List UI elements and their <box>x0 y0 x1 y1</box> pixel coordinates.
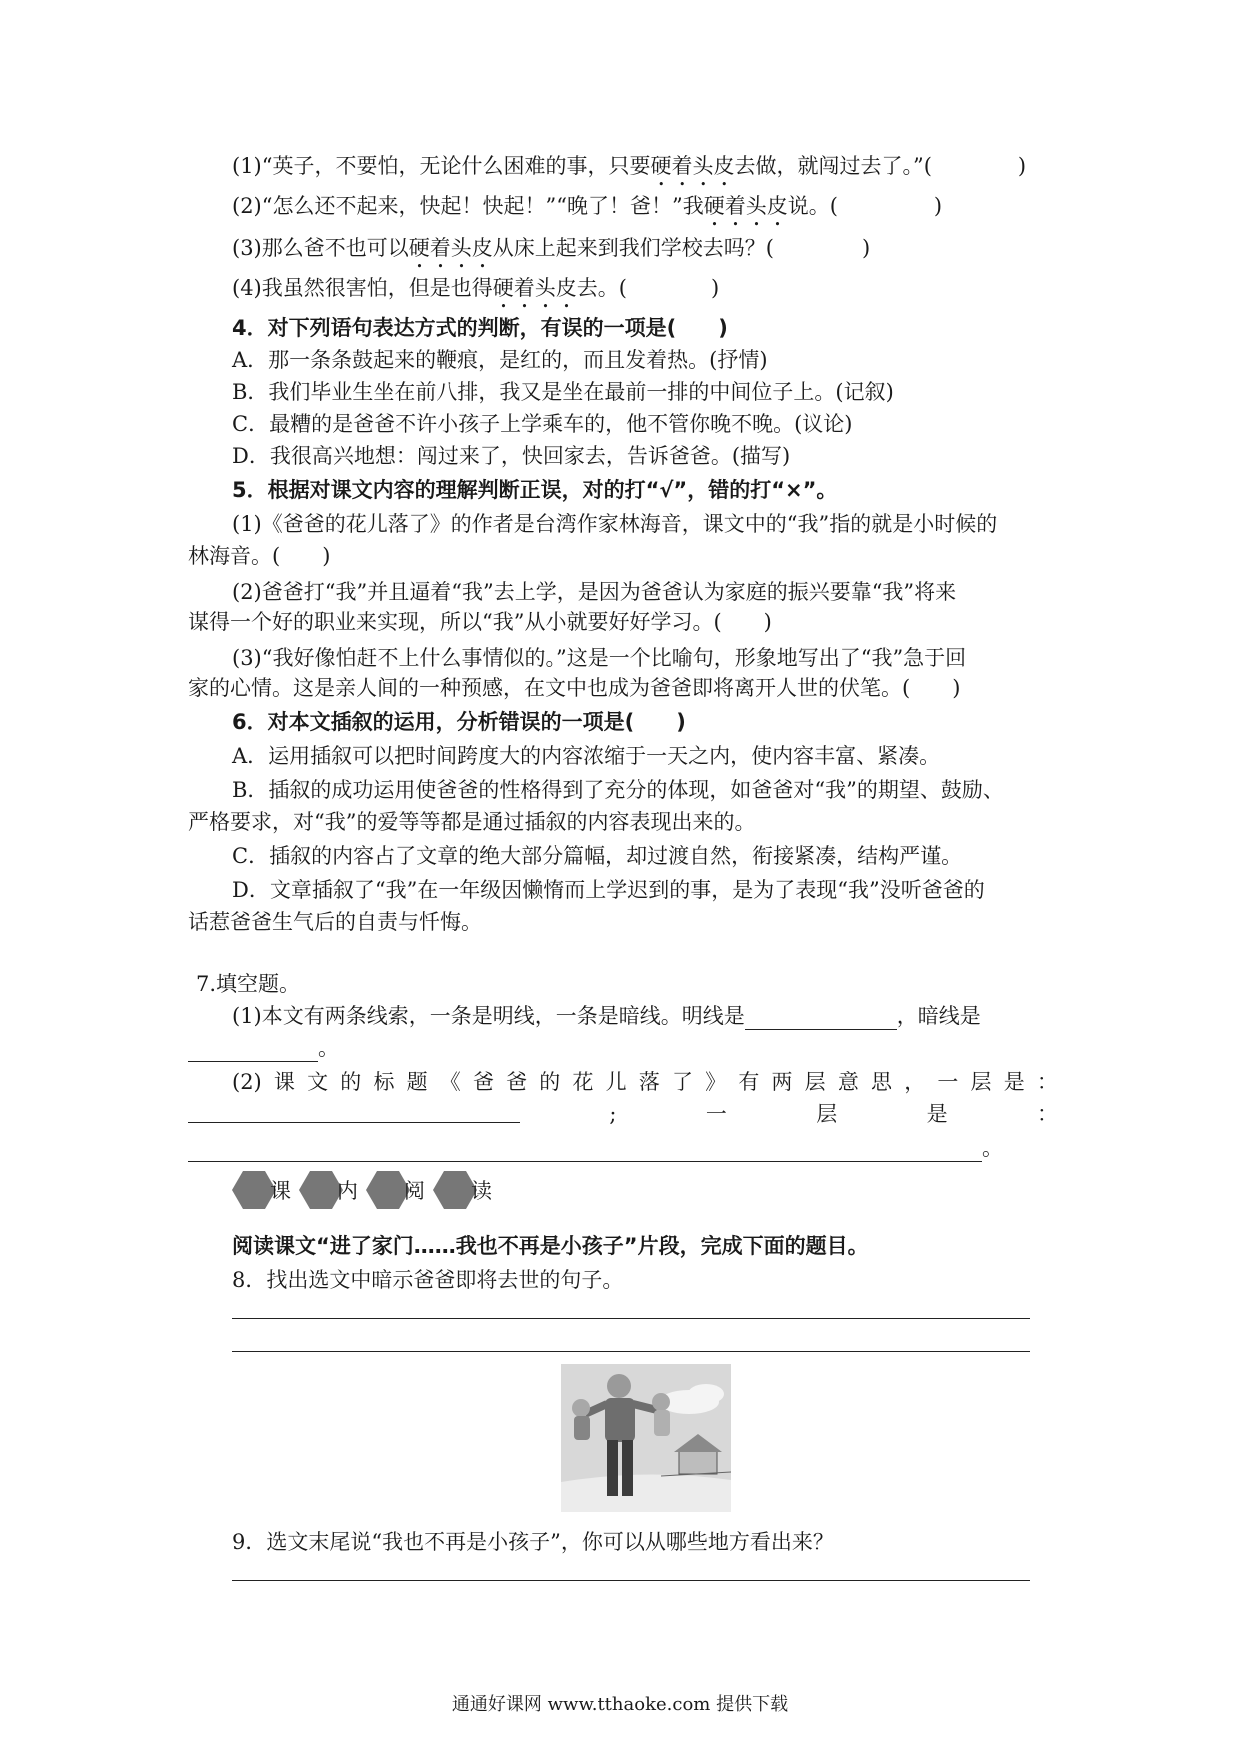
child-body <box>574 1416 590 1440</box>
q7-item-2-char: 了 <box>671 1070 693 1094</box>
q3-item-4 <box>232 274 719 313</box>
q7-blank-meaning-1[interactable] <box>188 1100 520 1123</box>
q4-stem: 4．对下列语句表达方式的判断，有误的一项是( ) <box>232 316 728 340</box>
q7-item-1-line-1 <box>232 1002 981 1030</box>
q7-blank-meaning-2[interactable] <box>188 1139 982 1162</box>
q7-item-2-char: 层 <box>804 1070 826 1094</box>
q5-item-1-line-2: 林海音。( ) <box>188 544 331 568</box>
child-head <box>572 1399 590 1417</box>
q3-item-2-text: (2)“怎么还不起来，快起！快起！”“晚了！爸！”我 <box>232 194 704 218</box>
q7-item-2-char: 落 <box>638 1070 660 1094</box>
q7-item-2-char: 的 <box>340 1070 362 1094</box>
q7-item-1-end: 。 <box>318 1036 339 1060</box>
q7-item-2-char: 题 <box>406 1070 428 1094</box>
q3-item-3-paren: ) <box>861 236 871 260</box>
q7-item-2-char: 标 <box>373 1070 395 1094</box>
q3-item-4-text: (4)我虽然很害怕，但是也得 <box>232 276 493 300</box>
q5-item-3-line-1: (3)“我好像怕赶不上什么事情似的。”这是一个比喻句，形象地写出了“我”急于回 <box>232 646 967 670</box>
q7-item-2-line-2 <box>188 1100 1058 1128</box>
q7-item-2-char: ： <box>1036 1102 1058 1126</box>
q7-item-2-char: ; <box>609 1102 617 1126</box>
q4-option-c: C．最糟的是爸爸不许小孩子上学乘车的，他不管你晚不晚。(议论) <box>232 412 853 436</box>
q9-answer-line[interactable] <box>232 1580 1030 1581</box>
section-char: 阅 <box>404 1179 425 1203</box>
q5-item-2-line-2: 谋得一个好的职业来实现，所以“我”从小就要好好学习。( ) <box>188 610 772 634</box>
q7-item-2-char: 花 <box>572 1070 594 1094</box>
q5-item-3-line-2: 家的心情。这是亲人间的一种预感，在文中也成为爸爸即将离开人世的伏笔。( ) <box>188 676 961 700</box>
q6-stem: 6．对本文插叙的运用，分析错误的一项是( ) <box>232 710 686 734</box>
father-children-illustration <box>561 1364 731 1512</box>
reading-intro: 阅读课文“进了家门……我也不再是小孩子”片段，完成下面的题目。 <box>232 1234 869 1258</box>
q5-stem: 5．根据对课文内容的理解判断正误，对的打“√”，错的打“×”。 <box>232 478 838 502</box>
q8-answer-line-2[interactable] <box>232 1351 1030 1352</box>
father-leg <box>622 1440 633 1496</box>
q7-item-2-char: 是 <box>1003 1070 1025 1094</box>
q3-item-3-text: (3)那么爸不也可以 <box>232 236 409 260</box>
q3-item-4-tail: 去。( <box>576 276 627 300</box>
q8-answer-line-1[interactable] <box>232 1318 1030 1319</box>
q5-item-1-line-1: (1)《爸爸的花儿落了》的作者是台湾作家林海音，课文中的“我”指的就是小时候的 <box>232 512 998 536</box>
q4-option-a: A．那一条条鼓起来的鞭痕，是红的，而且发着热。(抒情) <box>232 348 768 372</box>
q4-option-b: B．我们毕业生坐在前八排，我又是坐在最前一排的中间位子上。(记叙) <box>232 380 894 404</box>
q7-item-1-mid: ，暗线是 <box>896 1004 981 1028</box>
q7-item-2-end: 。 <box>982 1136 1003 1160</box>
q6-option-b-line-1: B．插叙的成功运用使爸爸的性格得到了充分的体现，如爸爸对“我”的期望、鼓励、 <box>232 778 1004 802</box>
q7-blank-open-clue[interactable] <box>745 1007 897 1030</box>
section-char: 课 <box>270 1179 291 1203</box>
q7-item-1-text: (1)本文有两条线索，一条是明线，一条是暗线。明线是 <box>232 1004 745 1028</box>
q7-item-2-char: 一 <box>705 1102 727 1126</box>
q3-item-2-tail: 说。( <box>787 194 838 218</box>
q3-item-2-emphasis: 硬着头皮 <box>703 194 788 218</box>
q7-item-2-char: 有 <box>738 1070 760 1094</box>
q6-option-d-line-2: 话惹爸爸生气后的自责与忏悔。 <box>188 910 482 934</box>
father-body <box>605 1398 635 1442</box>
section-char: 读 <box>471 1179 492 1203</box>
q7-item-2-char: 是 <box>926 1102 948 1126</box>
q5-item-2-line-1: (2)爸爸打“我”并且逼着“我”去上学，是因为爸爸认为家庭的振兴要靠“我”将来 <box>232 580 957 604</box>
q8-stem: 8．找出选文中暗示爸爸即将去世的句子。 <box>232 1268 624 1292</box>
q3-item-3-tail: 从床上起来到我们学校去吗？( <box>492 236 774 260</box>
q7-item-2-line-1 <box>232 1068 1058 1096</box>
q7-item-2-char: (2) <box>232 1070 262 1094</box>
q3-item-1-emphasis: 硬着头皮 <box>650 154 735 178</box>
q7-item-2-line-3 <box>188 1134 1003 1162</box>
q3-item-3-emphasis: 硬着头皮 <box>408 236 493 260</box>
q3-item-2 <box>232 192 942 231</box>
q7-item-2-char: 儿 <box>605 1070 627 1094</box>
cloud-shape <box>688 1384 724 1404</box>
section-char: 内 <box>337 1179 358 1203</box>
q7-item-2-char: 思 <box>871 1070 893 1094</box>
q3-item-4-emphasis: 硬着头皮 <box>492 276 577 300</box>
q7-item-2-char: 两 <box>771 1070 793 1094</box>
footer-source: 通通好课网 www.tthaoke.com 提供下载 <box>451 1694 789 1715</box>
q3-item-1-tail: 去做，就闯过去了。”( <box>734 154 932 178</box>
q7-item-2-char: 文 <box>307 1070 329 1094</box>
q3-item-1 <box>232 152 1062 191</box>
q7-item-2-char: 层 <box>816 1102 838 1126</box>
q6-option-d-line-1: D．文章插叙了“我”在一年级因懒惰而上学迟到的事，是为了表现“我”没听爸爸的 <box>232 878 985 902</box>
q7-item-2-char: 爸 <box>506 1070 528 1094</box>
q3-item-1-text: (1)“英子，不要怕，无论什么困难的事，只要 <box>232 154 651 178</box>
child-body <box>654 1410 670 1436</box>
q3-item-4-paren: ) <box>710 276 720 300</box>
q9-stem: 9．选文末尾说“我也不再是小孩子”，你可以从哪些地方看出来？ <box>232 1530 834 1554</box>
house-shape <box>679 1450 717 1474</box>
q7-item-2-char: 层 <box>970 1070 992 1094</box>
father-head <box>607 1374 631 1398</box>
father-leg <box>607 1440 618 1496</box>
q3-item-1-paren: ) <box>1017 154 1027 178</box>
q3-item-3 <box>232 234 870 273</box>
ground-shape <box>561 1474 731 1512</box>
q4-option-d: D．我很高兴地想：闯过来了，快回家去，告诉爸爸。(描写) <box>232 444 791 468</box>
q6-option-c: C．插叙的内容占了文章的绝大部分篇幅，却过渡自然，衔接紧凑，结构严谨。 <box>232 844 963 868</box>
q7-item-2-char: 《 <box>439 1070 461 1094</box>
q7-blank-hidden-clue[interactable] <box>188 1039 318 1062</box>
q6-option-a: A．运用插叙可以把时间跨度大的内容浓缩于一天之内，使内容丰富、紧凑。 <box>232 744 941 768</box>
q7-item-2-char: ： <box>1036 1070 1058 1094</box>
q7-item-2-char: 一 <box>937 1070 959 1094</box>
q7-item-2-char: 的 <box>539 1070 561 1094</box>
section-header-in-class-reading <box>232 1170 500 1210</box>
q3-item-2-paren: ) <box>933 194 943 218</box>
q7-item-2-char: 意 <box>837 1070 859 1094</box>
q7-item-2-char: 课 <box>273 1070 295 1094</box>
q7-item-2-char: 爸 <box>472 1070 494 1094</box>
q7-item-2-char: ， <box>904 1070 926 1094</box>
q7-item-1-line-2 <box>188 1034 339 1062</box>
q7-item-2-char: 》 <box>705 1070 727 1094</box>
q6-option-b-line-2: 严格要求，对“我”的爱等等都是通过插叙的内容表现出来的。 <box>188 810 756 834</box>
q7-stem: 7.填空题。 <box>196 972 301 996</box>
child-head <box>652 1393 670 1411</box>
